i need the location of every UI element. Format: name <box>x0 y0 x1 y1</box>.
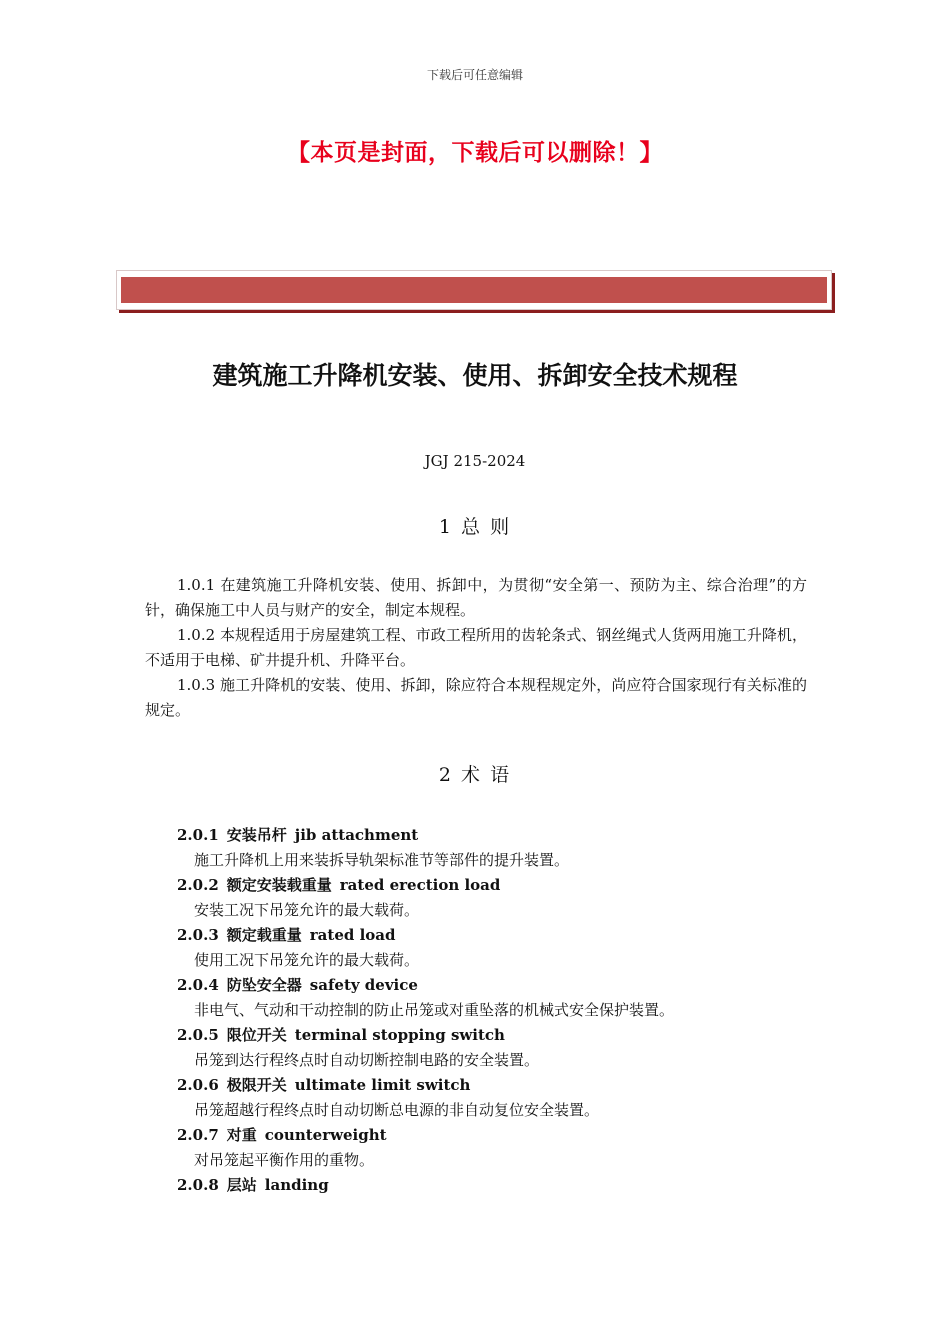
document-title: 建筑施工升降机安装、使用、拆卸安全技术规程 <box>212 361 738 390</box>
term-chinese: 对重 <box>226 1126 257 1144</box>
term-chinese: 安装吊杆 <box>226 826 287 844</box>
term-definition: 非电气、气动和干动控制的防止吊笼或对重坠落的机械式安全保护装置。 <box>194 1001 675 1019</box>
term-number: 2.0.7 <box>177 1126 219 1144</box>
header-note: 下载后可任意编辑 <box>426 68 523 82</box>
term-definition: 施工升降机上用来装拆导轨架标准节等部件的提升装置。 <box>194 851 570 869</box>
term-english: landing <box>264 1176 329 1194</box>
term-heading <box>177 874 500 895</box>
section-heading-general: 1 总 则 <box>438 516 512 538</box>
cover-notice: 【本页是封面，下载后可以删除！】 <box>287 139 663 166</box>
term-number: 2.0.3 <box>177 926 219 944</box>
term-english: terminal stopping switch <box>294 1026 505 1044</box>
term-number: 2.0.4 <box>177 976 219 994</box>
standard-code: JGJ 215-2024 <box>424 452 526 470</box>
term-heading <box>177 1174 329 1195</box>
term-heading <box>177 824 418 845</box>
term-definition: 吊笼超越行程终点时自动切断总电源的非自动复位安全装置。 <box>194 1101 600 1119</box>
clause-1-0-2: 1.0.2 本规程适用于房屋建筑工程、市政工程所用的齿轮条式、钢丝绳式人货两用施工升降机，不适用于电梯、矿井提升机、升降平台。 <box>145 626 807 669</box>
term-english: counterweight <box>264 1126 387 1144</box>
term-definition: 使用工况下吊笼允许的最大载荷。 <box>194 951 420 969</box>
term-chinese: 限位开关 <box>226 1026 287 1044</box>
term-number: 2.0.1 <box>177 826 219 844</box>
term-english: rated erection load <box>339 876 501 894</box>
term-heading <box>177 924 396 945</box>
term-english: ultimate limit switch <box>294 1076 471 1094</box>
term-chinese: 防坠安全器 <box>226 976 302 994</box>
clause-1-0-1: 1.0.1 在建筑施工升降机安装、使用、拆卸中，为贯彻“安全第一、预防为主、综合治理”的方针，确保施工中人员与财产的安全，制定本规程。 <box>145 576 807 619</box>
term-english: jib attachment <box>294 826 419 844</box>
term-chinese: 额定载重量 <box>226 926 302 944</box>
clause-1-0-3: 1.0.3 施工升降机的安装、使用、拆卸，除应符合本规程规定外，尚应符合国家现行有关标准的规定。 <box>145 676 807 719</box>
term-chinese: 额定安装载重量 <box>226 876 332 894</box>
term-definition: 安装工况下吊笼允许的最大载荷。 <box>194 901 420 919</box>
section-heading-terms: 2 术 语 <box>438 764 512 786</box>
term-number: 2.0.5 <box>177 1026 219 1044</box>
term-definition: 对吊笼起平衡作用的重物。 <box>194 1151 375 1169</box>
term-heading <box>177 1074 470 1095</box>
term-english: safety device <box>309 976 418 994</box>
term-number: 2.0.2 <box>177 876 219 894</box>
term-definition: 吊笼到达行程终点时自动切断控制电路的安全装置。 <box>194 1051 540 1069</box>
term-heading <box>177 974 418 995</box>
term-chinese: 极限开关 <box>226 1076 287 1094</box>
term-english: rated load <box>309 926 396 944</box>
term-heading <box>177 1024 505 1045</box>
term-number: 2.0.8 <box>177 1176 219 1194</box>
banner-fill <box>121 277 827 303</box>
term-heading <box>177 1124 387 1145</box>
term-chinese: 层站 <box>226 1176 257 1194</box>
decorative-banner <box>116 270 832 310</box>
term-number: 2.0.6 <box>177 1076 219 1094</box>
